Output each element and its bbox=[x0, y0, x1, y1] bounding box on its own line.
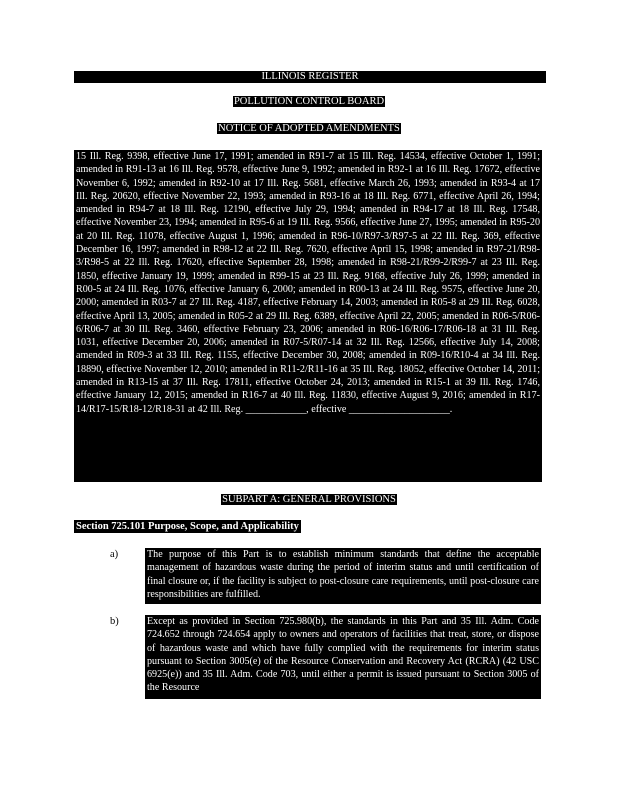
section-title: Section 725.101 Purpose, Scope, and Applicability bbox=[76, 521, 299, 532]
register-title: ILLINOIS REGISTER bbox=[261, 71, 359, 82]
subpart-heading: SUBPART A: GENERAL PROVISIONS bbox=[222, 494, 396, 505]
register-header bbox=[74, 71, 546, 83]
board-name: POLLUTION CONTROL BOARD bbox=[233, 96, 385, 107]
paragraph-b-text: Except as provided in Section 725.980(b), the standards in this Part and 35 Ill. Adm. Code 724.652 through 724.654 apply to owners and operators of facilities that treat, store, or dispose of hazardous waste and which have fully complied with the requirements for interim status pursuant to Section 3005(e) of the Resource Conservation and Recovery Act (RCRA) (42 USC 6925(e)) and 35 Ill. Adm. Code 703, until either a permit is issued pursuant to Section 3005 of the Resource bbox=[145, 615, 541, 699]
paragraph-a-label: a) bbox=[110, 549, 119, 560]
subpart-heading-line bbox=[0, 494, 618, 506]
notice-title: NOTICE OF ADOPTED AMENDMENTS bbox=[218, 123, 400, 134]
notice-line bbox=[0, 123, 618, 135]
paragraph-b-label: b) bbox=[110, 616, 119, 627]
board-name-line bbox=[0, 96, 618, 108]
paragraph-a-text: The purpose of this Part is to establish minimum standards that define the acceptable management of hazardous waste during the period of interim status and until certification of final closure or, if the facility is subject to post-closure care requirements, until post-closure care responsibilities are fulfilled. bbox=[145, 548, 541, 604]
source-history-note: 15 Ill. Reg. 9398, effective June 17, 1991; amended in R91-7 at 15 Ill. Reg. 14534, effective October 1, 1991; amended in R91-13 at 16 Ill. Reg. 9578, effective June 9, 1992; amended in R92-1 at 16 Ill. Reg. 17672, effective November 6, 1992; amended in R92-10 at 17 Ill. Reg. 5681, effective March 26, 1993; amended in R93-4 at 17 Ill. Reg. 20620, effective November 22, 1993; amended in R93-16 at 18 Ill. Reg. 6771, effective April 26, 1994; amended in R94-7 at 18 Ill. Reg. 12190, effective July 29, 1994; amended in R94-17 at 18 Ill. Reg. 17548, effective November 23, 1994; amended in R95-6 at 19 Ill. Reg. 9566, effective June 27, 1995; amended in R95-20 at 20 Ill. Reg. 11078, effective August 1, 1996; amended in R96-10/R97-3/R97-5 at 22 Ill. Reg. 369, effective December 16, 1997; amended in R98-12 at 22 Ill. Reg. 7620, effective April 15, 1998; amended in R97-21/R98-3/R98-5 at 22 Ill. Reg. 17620, effective September 28, 1998; amended in R98-21/R99-2/R99-7 at 23 Ill. Reg. 1850, effective January 19, 1999; amended in R99-15 at 23 Ill. Reg. 9168, effective July 26, 1999; amended in R00-5 at 24 Ill. Reg. 1076, effective January 6, 2000; amended in R00-13 at 24 Ill. Reg. 9575, effective June 20, 2000; amended in R03-7 at 27 Ill. Reg. 4187, effective February 14, 2003; amended in R05-8 at 29 Ill. Reg. 6028, effective April 13, 2005; amended in R05-2 at 29 Ill. Reg. 6389, effective April 22, 2005; amended in R06-5/R06-6/R06-7 at 30 Ill. Reg. 3460, effective February 23, 2006; amended in R06-16/R06-17/R06-18 at 31 Ill. Reg. 1031, effective December 20, 2006; amended in R07-5/R07-14 at 32 Ill. Reg. 12566, effective July 14, 2008; amended in R09-3 at 33 Ill. Reg. 1155, effective December 30, 2008; amended in R09-16/R10-4 at 34 Ill. Reg. 18890, effective November 12, 2010; amended in R11-2/R11-16 at 35 Ill. Reg. 18052, effective October 14, 2011; amended in R13-15 at 37 Ill. Reg. 17811, effective October 24, 2013; amended in R15-1 at 39 Ill. Reg. 1746, effective January 12, 2015; amended in R16-7 at 40 Ill. Reg. 11830, effective August 9, 2016; amended in R17-14/R17-15/R18-12/R18-31 at 42 Ill. Reg. ____________, effective ____________________. bbox=[74, 150, 542, 482]
